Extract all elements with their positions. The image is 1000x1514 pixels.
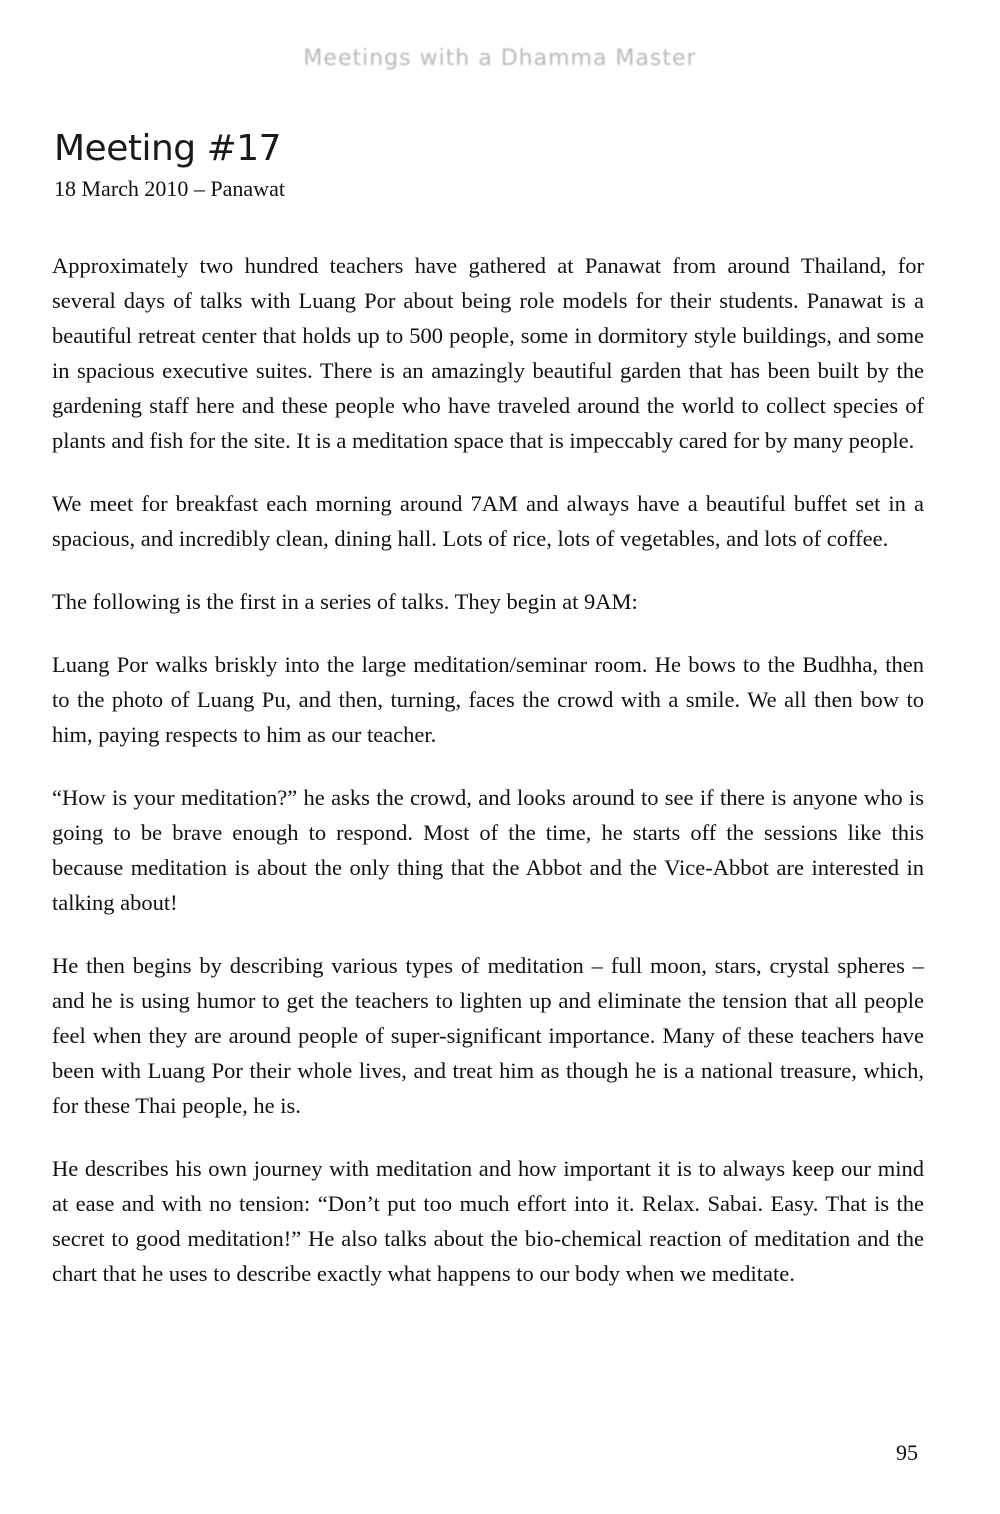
paragraph-3: The following is the first in a series of talks. They begin at 9AM: xyxy=(52,589,638,614)
chapter-title: Meeting #17 xyxy=(54,128,282,169)
body-text xyxy=(52,248,924,1319)
paragraph-5: “How is your meditation?” he asks the crowd, and looks around to see if there is anyone who is going to be brave enough to respond. Most of the time, he starts off the sessions like this because meditation is about the only thing that the Abbot and the Vice-Abbot are interested in talking about! xyxy=(52,785,924,915)
running-header: Meetings with a Dhamma Master xyxy=(303,46,697,71)
paragraph-2: We meet for breakfast each morning around 7AM and always have a beautiful buffet set in a spacious, and incredibly clean, dining hall. Lots of rice, lots of vegetables, and lots of coffee. xyxy=(52,491,924,551)
paragraph-1: Approximately two hundred teachers have gathered at Panawat from around Thailand, for several days of talks with Luang Por about being role models for their students. Panawat is a beautiful retreat center that holds up to 500 people, some in dormitory style buildings, and some in spacious executive suites. There is an amazingly beautiful garden that has been built by the gardening staff here and these people who have traveled around the world to collect species of plants and fish for the site. It is a meditation space that is impeccably cared for by many people. xyxy=(52,253,924,453)
page-number: 95 xyxy=(896,1440,918,1465)
paragraph-6: He then begins by describing various types of meditation – full moon, stars, crystal spheres – and he is using humor to get the teachers to lighten up and eliminate the tension that all people feel when they are around people of super-significant importance. Many of these teachers have been with Luang Por their whole lives, and treat him as though he is a national treasure, which, for these Thai people, he is. xyxy=(52,953,924,1118)
paragraph-7: He describes his own journey with meditation and how important it is to always keep our mind at ease and with no tension: “Don’t put too much effort into it. Relax. Sabai. Easy. That is the secret to good meditation!” He also talks about the bio-chemical reaction of meditation and the chart that he uses to describe exactly what happens to our body when we meditate. xyxy=(52,1156,924,1286)
paragraph-4: Luang Por walks briskly into the large meditation/seminar room. He bows to the Budhha, then to the photo of Luang Pu, and then, turning, faces the crowd with a smile. We all then bow to him, paying respects to him as our teacher. xyxy=(52,652,924,747)
date-location: 18 March 2010 – Panawat xyxy=(54,176,285,201)
